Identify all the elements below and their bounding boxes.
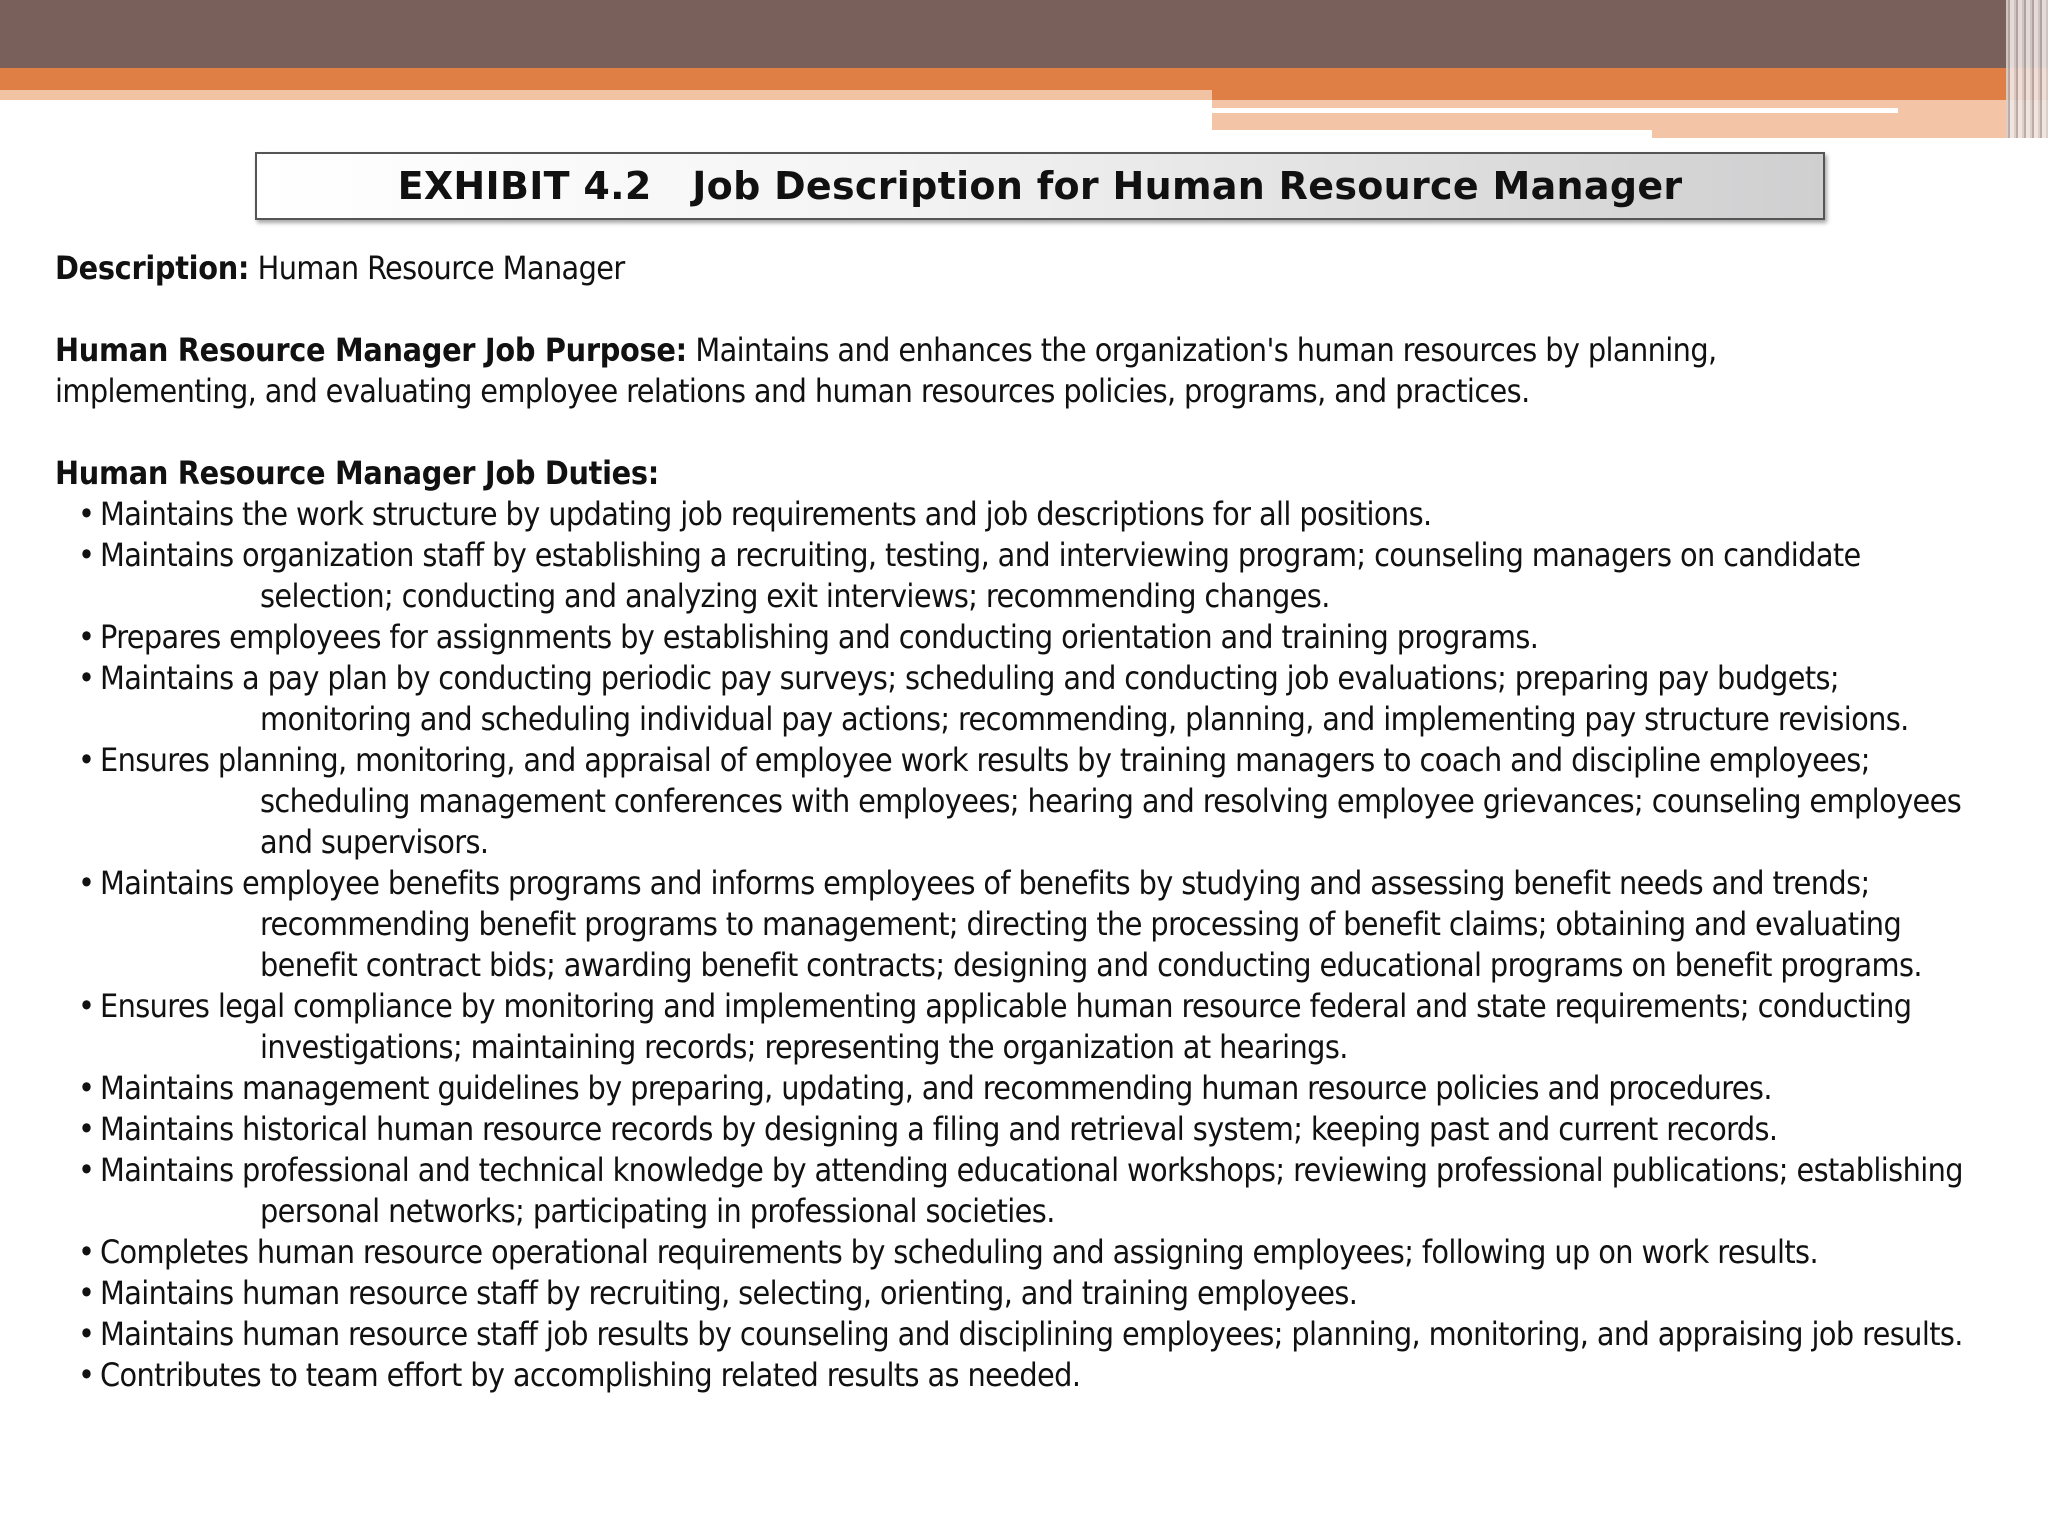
duty-text: Completes human resource operational requirements by scheduling and assigning employees; following up on work results. bbox=[100, 1233, 1818, 1271]
list-item bbox=[55, 494, 1985, 535]
list-item bbox=[55, 1355, 1985, 1396]
job-description-body bbox=[55, 248, 1985, 1396]
list-item bbox=[55, 863, 1985, 986]
bullet-icon: • bbox=[78, 659, 95, 697]
bullet-icon: • bbox=[78, 1110, 95, 1148]
exhibit-title: EXHIBIT 4.2 Job Description for Human Resource Manager bbox=[397, 164, 1683, 208]
list-item bbox=[55, 740, 1985, 863]
header-bar-peach-left bbox=[0, 90, 1212, 100]
duties-list bbox=[55, 494, 1985, 1396]
duty-text: Maintains employee benefits programs and informs employees of benefits by studying and assessing benefit needs and trends; recommending benefit programs to management; directing the processing of benefit claims; obtaining and evaluating benefit contract bids; awarding benefit contracts; designing and conducting educational programs on benefit programs. bbox=[100, 864, 1922, 984]
list-item bbox=[55, 1109, 1985, 1150]
spacer bbox=[55, 289, 1985, 330]
bullet-icon: • bbox=[78, 987, 95, 1025]
exhibit-title-box bbox=[255, 152, 1825, 220]
list-item bbox=[55, 1150, 1985, 1232]
duty-text: Contributes to team effort by accomplishing related results as needed. bbox=[100, 1356, 1081, 1394]
header-bar-orange bbox=[0, 68, 2048, 90]
header-stripe-white-2 bbox=[1212, 130, 1652, 138]
header-vertical-lines bbox=[2006, 0, 2048, 138]
duty-text: Maintains the work structure by updating job requirements and job descriptions for all positions. bbox=[100, 495, 1432, 533]
duty-text: Maintains management guidelines by preparing, updating, and recommending human resource policies and procedures. bbox=[100, 1069, 1772, 1107]
header-stripe-white-1 bbox=[1212, 108, 1898, 113]
list-item bbox=[55, 535, 1910, 617]
bullet-icon: • bbox=[78, 618, 95, 656]
description-value: Human Resource Manager bbox=[249, 249, 625, 287]
description-line bbox=[55, 248, 1985, 289]
purpose-paragraph bbox=[55, 330, 1825, 412]
bullet-icon: • bbox=[78, 741, 95, 779]
spacer bbox=[55, 412, 1985, 453]
purpose-label: Human Resource Manager Job Purpose: bbox=[55, 331, 687, 369]
list-item bbox=[55, 658, 1985, 740]
bullet-icon: • bbox=[78, 536, 95, 574]
bullet-icon: • bbox=[78, 495, 95, 533]
purpose-text: Maintains and enhances the organization's human resources by planning, implementing, and evaluating employee relations and human resources policies, programs, and practices. bbox=[55, 331, 1717, 410]
duty-text: Ensures planning, monitoring, and appraisal of employee work results by training managers to coach and discipline employees; scheduling management conferences with employees; hearing and resolving employee grievances; counseling employees and supervisors. bbox=[100, 741, 1962, 861]
list-item bbox=[55, 617, 1985, 658]
bullet-icon: • bbox=[78, 1233, 95, 1271]
duty-text: Maintains human resource staff by recruiting, selecting, orienting, and training employees. bbox=[100, 1274, 1358, 1312]
bullet-icon: • bbox=[78, 1356, 95, 1394]
header-bar-orange-right bbox=[1212, 90, 2048, 100]
list-item bbox=[55, 1068, 1985, 1109]
list-item bbox=[55, 986, 1985, 1068]
bullet-icon: • bbox=[78, 1151, 95, 1189]
list-item bbox=[55, 1232, 1985, 1273]
duty-text: Maintains historical human resource records by designing a filing and retrieval system; keeping past and current records. bbox=[100, 1110, 1778, 1148]
list-item bbox=[55, 1314, 1985, 1355]
duties-label: Human Resource Manager Job Duties: bbox=[55, 454, 659, 492]
bullet-icon: • bbox=[78, 1069, 95, 1107]
bullet-icon: • bbox=[78, 1274, 95, 1312]
description-label: Description: bbox=[55, 249, 250, 287]
duty-text: Maintains human resource staff job results by counseling and disciplining employees; planning, monitoring, and appraising job results. bbox=[100, 1315, 1963, 1353]
duty-text: Maintains professional and technical knowledge by attending educational workshops; reviewing professional publications; establishing personal networks; participating in professional societies. bbox=[100, 1151, 1963, 1230]
header-bar-brown bbox=[0, 0, 2048, 68]
duty-text: Ensures legal compliance by monitoring and implementing applicable human resource federal and state requirements; conducting investigations; maintaining records; representing the organization at hearings. bbox=[100, 987, 1912, 1066]
bullet-icon: • bbox=[78, 1315, 95, 1353]
duty-text: Maintains organization staff by establishing a recruiting, testing, and interviewing program; counseling managers on candidate selection; conducting and analyzing exit interviews; recommending changes. bbox=[100, 536, 1861, 615]
duty-text: Maintains a pay plan by conducting periodic pay surveys; scheduling and conducting job evaluations; preparing pay budgets; monitoring and scheduling individual pay actions; recommending, planning, and implementing pay structure revisions. bbox=[100, 659, 1909, 738]
list-item bbox=[55, 1273, 1985, 1314]
duty-text: Prepares employees for assignments by establishing and conducting orientation and training programs. bbox=[100, 618, 1539, 656]
bullet-icon: • bbox=[78, 864, 95, 902]
